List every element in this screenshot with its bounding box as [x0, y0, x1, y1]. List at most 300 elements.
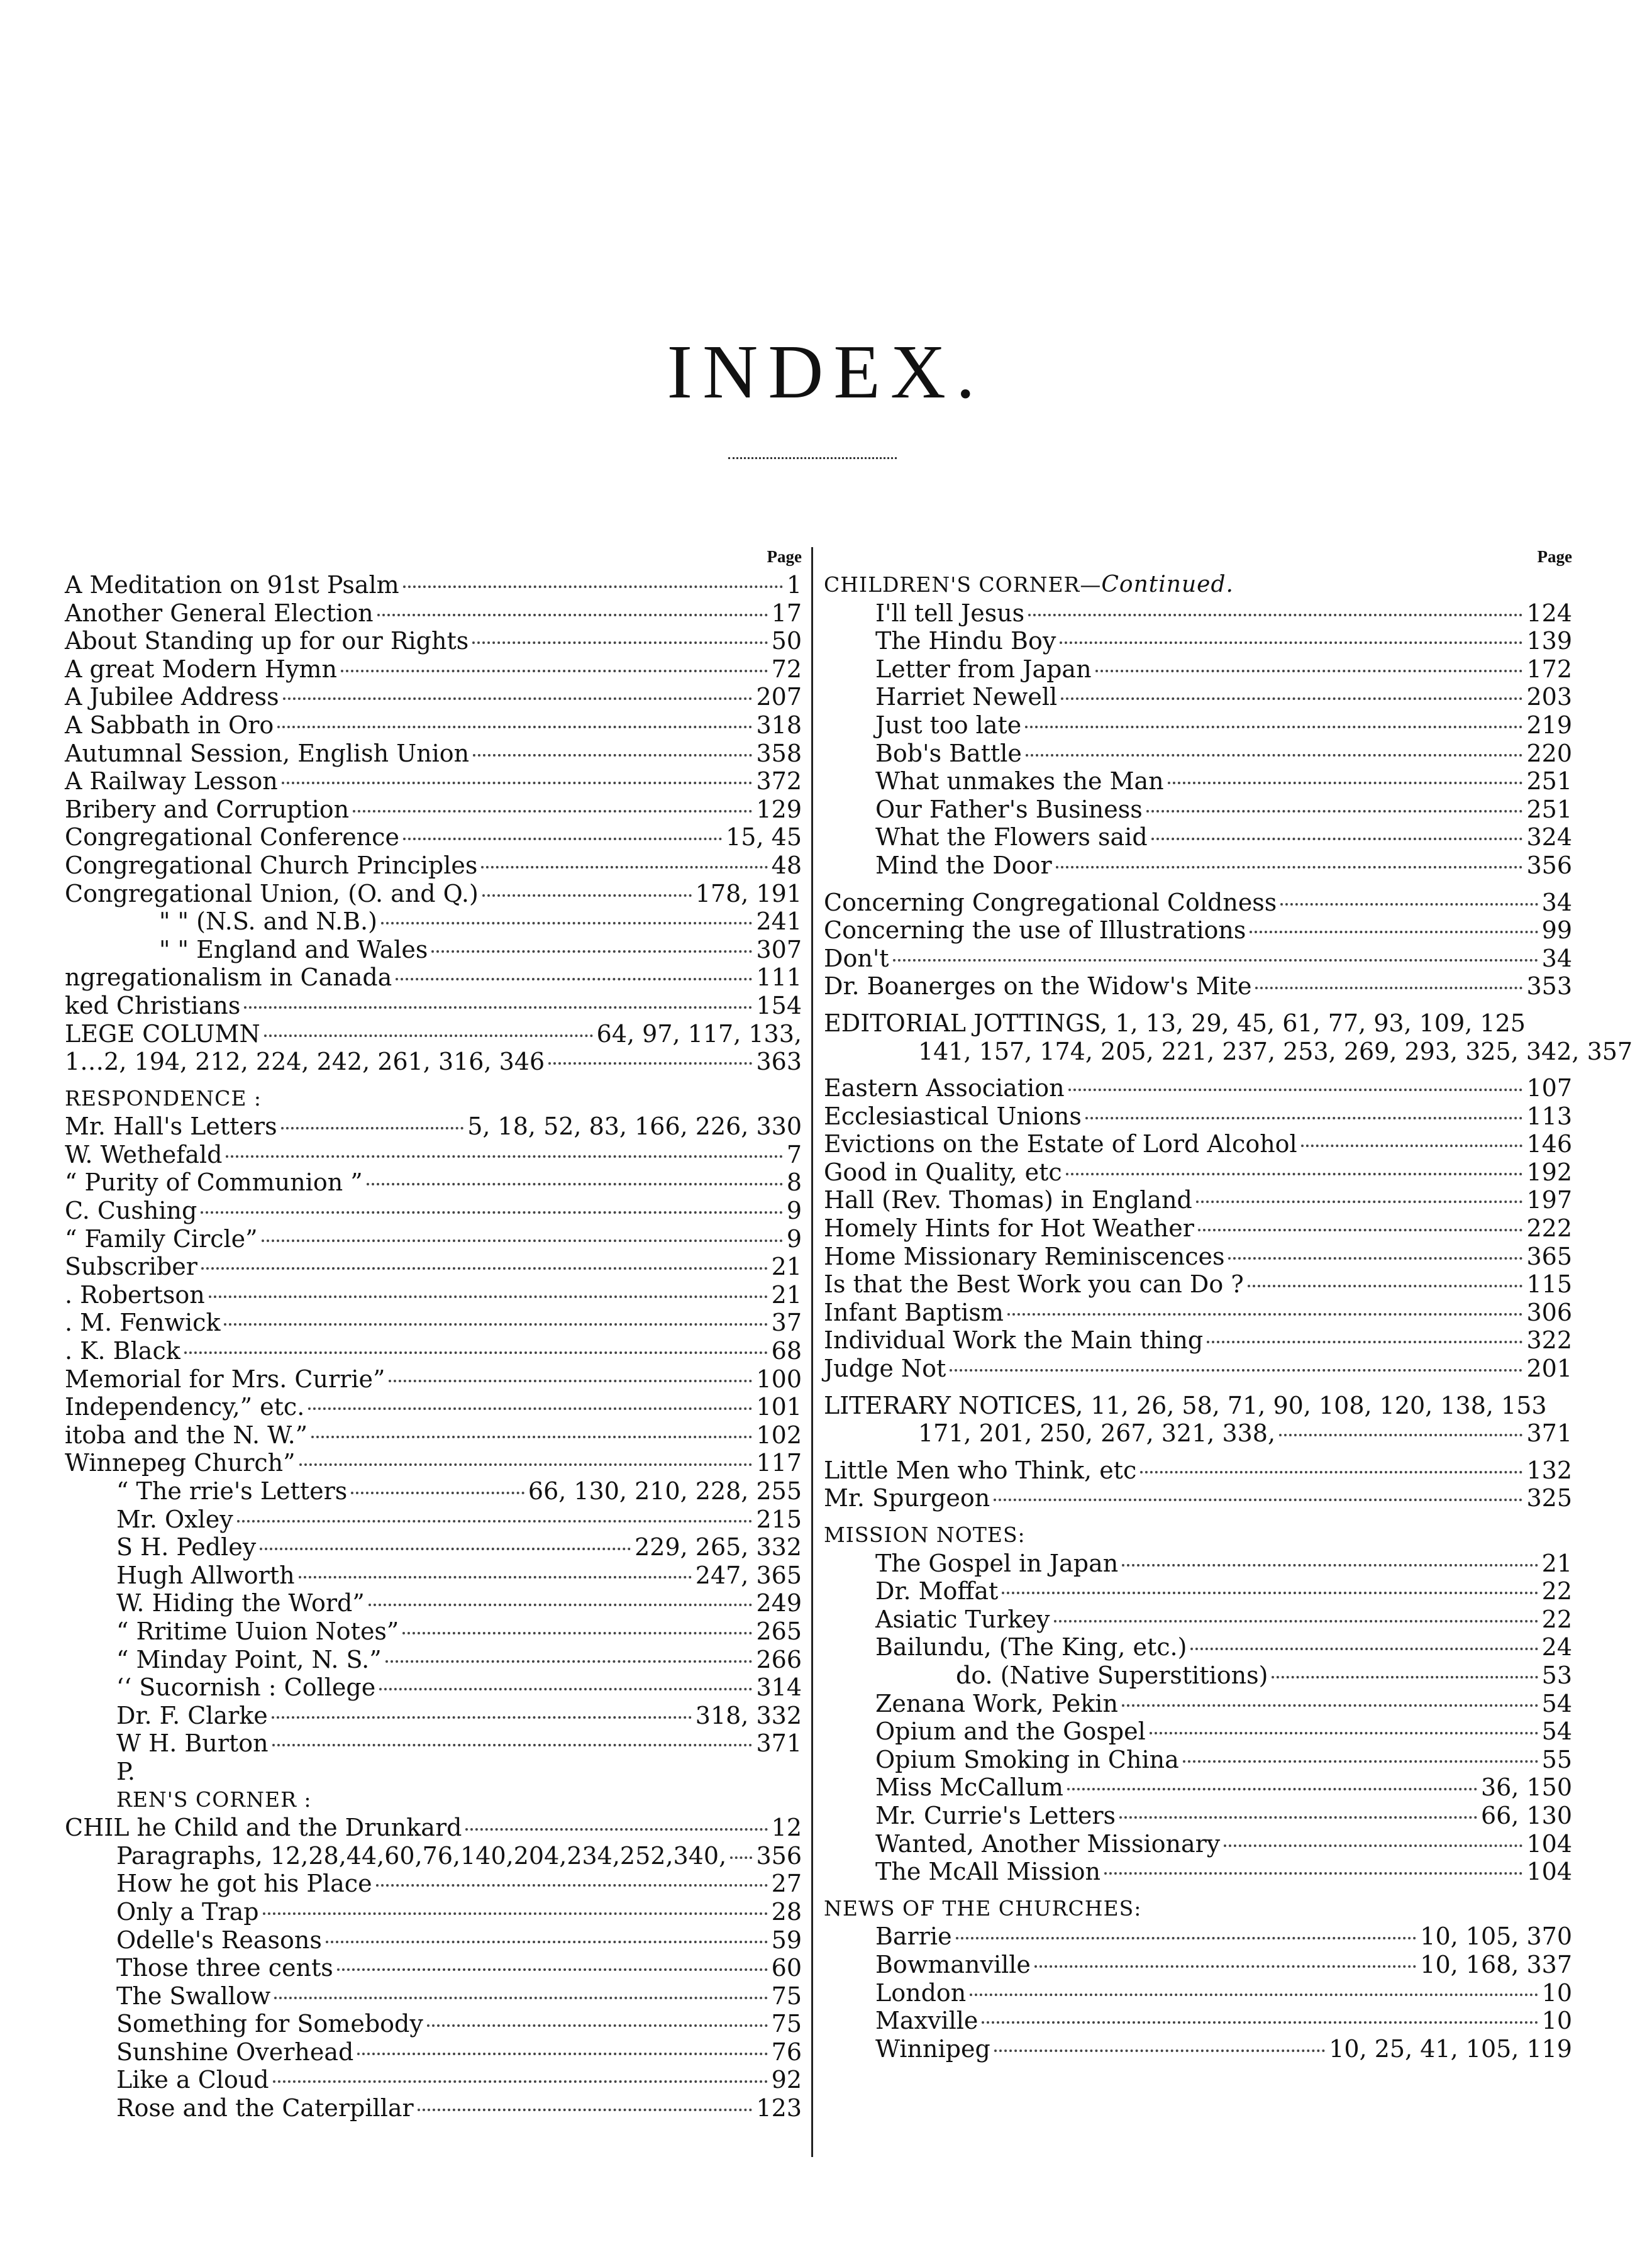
section-gap	[824, 880, 1572, 889]
index-entry	[824, 1802, 1572, 1830]
index-entry	[65, 851, 802, 880]
entry-title: Winnipeg	[875, 2034, 990, 2063]
dot-leader	[1224, 1844, 1522, 1847]
index-section-heading	[65, 1786, 802, 1814]
index-entry	[65, 796, 802, 824]
entry-page-numbers: 104	[1526, 1858, 1572, 1886]
dot-leader	[308, 1407, 752, 1410]
dot-leader	[326, 1941, 768, 1943]
entry-title: Dr. Moffat	[875, 1577, 999, 1606]
index-entry	[65, 1617, 802, 1646]
entry-title: Paragraphs, 12,28,44,60,76,140,204,234,252,340,	[116, 1841, 727, 1870]
dot-leader	[1272, 1676, 1538, 1678]
entry-title: Asiatic Turkey	[875, 1605, 1050, 1633]
entry-page-numbers: 64, 97, 117, 133,	[596, 1019, 802, 1048]
dot-leader	[299, 1576, 692, 1578]
entry-page-numbers: 21	[771, 1280, 802, 1309]
index-entry	[65, 1506, 802, 1534]
entry-title: Home Missionary Reminiscences	[824, 1242, 1225, 1270]
entry-title: Eastern Association	[824, 1074, 1065, 1102]
dot-leader	[357, 2053, 767, 2055]
index-entry	[65, 1673, 802, 1702]
entry-title: Bob's Battle	[875, 739, 1022, 767]
index-entry	[824, 916, 1572, 945]
entry-title: Like a Cloud	[116, 2066, 269, 2094]
index-entry	[65, 1870, 802, 1898]
entry-page-numbers: 28	[771, 1897, 802, 1926]
entry-page-numbers: 219	[1526, 711, 1572, 739]
dot-leader	[482, 894, 692, 897]
index-entry	[824, 972, 1572, 1001]
index-entry	[65, 1225, 802, 1253]
entry-title: Ecclesiastical Unions	[824, 1102, 1082, 1130]
dot-leader	[1168, 782, 1523, 784]
index-entry	[824, 1214, 1572, 1243]
entry-title: Congregational Church Principles	[65, 851, 478, 879]
entry-title: Mr. Currie's Letters	[875, 1801, 1116, 1829]
entry-page-numbers: 129	[756, 795, 802, 823]
entry-page-numbers: 54	[1541, 1717, 1572, 1746]
dot-leader	[1301, 1145, 1523, 1147]
index-entry	[824, 1299, 1572, 1327]
index-entry	[65, 1477, 802, 1506]
index-entry	[824, 1746, 1572, 1774]
entry-title: W. Wethefald	[65, 1140, 223, 1168]
index-entry	[824, 2035, 1572, 2063]
entry-title: Opium Smoking in China	[875, 1745, 1179, 1773]
dot-leader	[351, 1492, 524, 1494]
entry-page-numbers: 24	[1541, 1633, 1572, 1661]
entry-page-numbers: 247, 365	[695, 1561, 802, 1589]
index-entry	[824, 1158, 1572, 1187]
entry-page-numbers: 197	[1526, 1186, 1572, 1214]
index-entry	[65, 907, 802, 936]
dot-leader	[1066, 1173, 1523, 1175]
index-entry	[65, 1393, 802, 1421]
entry-page-numbers: 54	[1541, 1689, 1572, 1717]
index-entry	[824, 1577, 1572, 1606]
index-entry	[824, 1717, 1572, 1746]
entry-page-numbers: 356	[756, 1841, 802, 1870]
continued-label: Continued.	[1101, 572, 1234, 597]
entry-page-numbers: 123	[756, 2094, 802, 2122]
index-entry	[824, 1009, 1572, 1038]
entry-title: I'll tell Jesus	[875, 599, 1025, 627]
index-entry	[824, 1355, 1572, 1383]
entry-title: Judge Not	[824, 1355, 946, 1383]
dot-leader	[1056, 866, 1523, 868]
index-entry	[824, 1633, 1572, 1661]
entry-page-numbers: 8	[786, 1168, 802, 1197]
entry-title: Our Father's Business	[875, 795, 1143, 823]
index-entry	[65, 936, 802, 964]
entry-page-numbers: 17	[771, 599, 802, 627]
entry-page-numbers: 53	[1541, 1661, 1572, 1689]
index-entry	[65, 1197, 802, 1225]
entry-title: Is that the Best Work you can Do ?	[824, 1270, 1244, 1299]
index-entry	[824, 889, 1572, 917]
index-section-heading	[65, 1085, 802, 1113]
dot-leader	[283, 697, 753, 700]
dot-leader	[1034, 1965, 1416, 1968]
entry-title: What unmakes the Man	[875, 767, 1164, 796]
dot-leader	[1026, 754, 1523, 757]
dot-leader	[369, 1604, 753, 1606]
entry-page-numbers: 21	[1541, 1549, 1572, 1577]
index-entry	[824, 599, 1572, 628]
entry-title: Wanted, Another Missionary	[875, 1829, 1221, 1858]
entry-title: Subscriber	[65, 1253, 197, 1281]
dot-leader	[1196, 1201, 1523, 1203]
index-entry	[65, 627, 802, 655]
dot-leader	[418, 2109, 753, 2111]
dot-leader	[1068, 1089, 1523, 1091]
entry-page-numbers: 371	[1526, 1419, 1572, 1448]
index-entry	[65, 1281, 802, 1309]
dot-leader	[1028, 614, 1522, 616]
dot-leader	[396, 978, 752, 980]
entry-title: Congregational Union, (O. and Q.)	[65, 879, 479, 907]
dot-leader	[982, 2021, 1538, 2024]
entry-page-numbers: 372	[756, 767, 802, 796]
entry-page-numbers: 34	[1541, 888, 1572, 916]
entry-page-numbers: 10	[1541, 2007, 1572, 2035]
dot-leader	[403, 585, 783, 588]
entry-page-numbers: 132	[1526, 1456, 1572, 1484]
entry-page-numbers: 50	[771, 627, 802, 655]
entry-title: ked Christians	[65, 991, 241, 1019]
dot-leader	[1104, 1872, 1522, 1875]
index-section-heading	[824, 1521, 1572, 1550]
entry-page-numbers: 325	[1526, 1484, 1572, 1512]
entry-title: Another General Election	[65, 599, 374, 627]
entry-page-numbers: 102	[756, 1421, 802, 1449]
dot-leader	[1255, 987, 1522, 989]
entry-title: ngregationalism in Canada	[65, 963, 392, 992]
entry-title: Concerning Congregational Coldness	[824, 888, 1277, 916]
entry-page-numbers: 99	[1541, 916, 1572, 945]
index-entry	[65, 2010, 802, 2038]
entry-page-numbers: 111	[756, 963, 802, 992]
dot-leader	[994, 1499, 1522, 1501]
index-entry	[824, 1773, 1572, 1802]
page-column-header: Page	[767, 547, 802, 566]
entry-page-numbers: 358	[756, 739, 802, 767]
entry-title: CHIL he Child and the Drunkard	[65, 1814, 462, 1842]
title-ornament-rule	[728, 457, 897, 460]
entry-page-numbers: 34	[1541, 944, 1572, 972]
entry-page-numbers: 249	[756, 1589, 802, 1617]
index-entry	[65, 1309, 802, 1337]
index-entry	[65, 1365, 802, 1394]
index-entry	[824, 851, 1572, 880]
index-list-right	[824, 571, 1633, 2063]
dot-leader	[209, 1295, 768, 1298]
section-gap	[824, 1886, 1572, 1895]
entry-page-numbers: 59	[771, 1926, 802, 1954]
dot-leader	[970, 1994, 1538, 1996]
entry-page-numbers: 55	[1541, 1745, 1572, 1773]
entry-title: Bribery and Corruption	[65, 795, 350, 823]
entry-title: do. (Native Superstitions)	[956, 1661, 1268, 1689]
index-entry	[65, 571, 802, 599]
entry-title: Homely Hints for Hot Weather	[824, 1214, 1194, 1243]
entry-title: Dr. F. Clarke	[116, 1701, 268, 1729]
index-entry	[824, 1484, 1572, 1512]
entry-page-numbers: 10, 168, 337	[1420, 1950, 1572, 1978]
dot-leader	[282, 782, 753, 784]
index-entry	[65, 711, 802, 740]
entry-page-numbers: 9	[786, 1197, 802, 1225]
entry-page-numbers: 107	[1526, 1074, 1572, 1102]
entry-title: Winnepeg Church”	[65, 1449, 296, 1477]
entry-page-numbers: 7	[786, 1140, 802, 1168]
entry-page-numbers: 251	[1526, 767, 1572, 796]
entry-page-numbers: 318	[756, 711, 802, 739]
entry-page-numbers: 76	[771, 2038, 802, 2066]
index-entry	[824, 1456, 1572, 1485]
entry-page-numbers: 266	[756, 1645, 802, 1673]
entry-title: Letter from Japan	[875, 655, 1092, 683]
dot-leader	[1002, 1592, 1538, 1594]
entry-page-numbers: 15, 45	[726, 823, 802, 851]
entry-page-numbers: 363	[756, 1048, 802, 1076]
page-title: INDEX.	[667, 329, 985, 414]
section-gap	[824, 1448, 1572, 1456]
entry-page-numbers: 37	[771, 1309, 802, 1337]
dot-leader	[273, 2080, 768, 2083]
entry-title: Something for Somebody	[116, 2010, 423, 2038]
entry-title: The Swallow	[116, 1982, 271, 2010]
section-gap	[824, 1383, 1572, 1392]
dot-leader	[381, 922, 753, 924]
index-entry	[824, 655, 1572, 684]
entry-page-numbers: 371	[756, 1729, 802, 1758]
entry-title: A great Modern Hymn	[65, 655, 337, 683]
entry-title: Concerning the use of Illustrations	[824, 916, 1246, 945]
entry-title: Don't	[824, 944, 889, 972]
index-entry	[65, 1168, 802, 1197]
dot-leader	[402, 1632, 752, 1634]
dot-leader	[1280, 903, 1538, 906]
index-entry	[65, 1020, 802, 1048]
entry-page-numbers: 201	[1526, 1355, 1572, 1383]
index-entry	[824, 1830, 1572, 1858]
entry-page-numbers: 314	[756, 1673, 802, 1702]
entry-page-numbers: 60	[771, 1954, 802, 1982]
dot-leader	[224, 1323, 767, 1326]
entry-title: “ The rrie's Letters	[116, 1477, 348, 1505]
entry-title: Independency,” etc.	[65, 1393, 305, 1421]
entry-title: . K. Black	[65, 1337, 180, 1365]
dot-leader	[1190, 1648, 1538, 1650]
entry-page-numbers: 9	[786, 1224, 802, 1253]
dot-leader	[379, 1688, 752, 1690]
index-entry	[65, 1954, 802, 1982]
entry-title: Mr. Oxley	[116, 1505, 233, 1533]
dot-leader	[1060, 641, 1522, 644]
dot-leader	[272, 1716, 692, 1719]
dot-leader	[431, 950, 752, 953]
entry-title: Hugh Allworth	[116, 1561, 295, 1589]
entry-title: “ Purity of Communion ”	[65, 1168, 363, 1197]
index-entry	[824, 683, 1572, 711]
entry-page-numbers: 215	[756, 1505, 802, 1533]
entry-title: " " (N.S. and N.B.)	[159, 907, 377, 936]
dot-leader	[1061, 697, 1522, 700]
entry-page-numbers: 66, 130	[1480, 1801, 1572, 1829]
entry-title: LITERARY NOTICES, 11, 26, 58, 71, 90, 108, 120, 138, 153	[824, 1391, 1547, 1419]
dot-leader	[472, 641, 767, 644]
dot-leader	[1067, 1788, 1477, 1790]
index-entry	[824, 1951, 1572, 1979]
entry-title: A Sabbath in Oro	[65, 711, 274, 739]
index-entry	[824, 1326, 1572, 1355]
index-entry	[824, 1392, 1572, 1420]
index-entry	[824, 1419, 1572, 1448]
entry-page-numbers: 220	[1526, 739, 1572, 767]
entry-page-numbers: 100	[756, 1365, 802, 1393]
dot-leader	[337, 1968, 768, 1971]
entry-title: . M. Fenwick	[65, 1309, 221, 1337]
index-entry	[65, 992, 802, 1020]
index-entry	[65, 2038, 802, 2066]
index-entry	[65, 683, 802, 711]
dot-leader	[277, 726, 752, 728]
entry-title: 171, 201, 250, 267, 321, 338,	[918, 1419, 1276, 1448]
index-entry	[65, 1926, 802, 1955]
entry-title: Bowmanville	[875, 1950, 1031, 1978]
dot-leader	[548, 1062, 752, 1065]
dot-leader	[274, 1997, 767, 1999]
index-section-heading	[824, 571, 1572, 599]
entry-page-numbers: 178, 191	[695, 879, 802, 907]
dot-leader	[730, 1856, 752, 1859]
entry-page-numbers: 241	[756, 907, 802, 936]
entry-page-numbers: 92	[771, 2066, 802, 2094]
index-list-left	[65, 571, 802, 2122]
dot-leader	[237, 1520, 753, 1523]
entry-title: A Railway Lesson	[65, 767, 278, 796]
entry-title: " " England and Wales	[159, 935, 428, 963]
entry-title: C. Cushing	[65, 1197, 197, 1225]
index-entry	[65, 1898, 802, 1926]
index-entry	[824, 1606, 1572, 1634]
dot-leader	[367, 1183, 783, 1185]
dot-leader	[1183, 1760, 1538, 1763]
entry-page-numbers: 5, 18, 52, 83, 166, 226, 330	[467, 1112, 802, 1141]
dot-leader	[1119, 1816, 1477, 1819]
entry-title: Only a Trap	[116, 1897, 259, 1926]
entry-page-numbers: 115	[1526, 1270, 1572, 1299]
index-entry	[65, 767, 802, 796]
index-entry	[65, 655, 802, 684]
entry-page-numbers: 154	[756, 991, 802, 1019]
dot-leader	[465, 1828, 767, 1831]
entry-page-numbers: 192	[1526, 1158, 1572, 1186]
dot-leader	[1150, 1732, 1538, 1734]
index-entry	[824, 1243, 1572, 1271]
dot-leader	[311, 1436, 752, 1438]
entry-title: “ Family Circle”	[65, 1224, 258, 1253]
entry-page-numbers: 12	[771, 1814, 802, 1842]
index-entry	[65, 1141, 802, 1169]
entry-title: Dr. Boanerges on the Widow's Mite	[824, 972, 1252, 1001]
entry-title: Individual Work the Main thing	[824, 1326, 1204, 1355]
entry-title: Those three cents	[116, 1954, 333, 1982]
dot-leader	[950, 1369, 1522, 1372]
entry-page-numbers: 72	[771, 655, 802, 683]
entry-title: Mind the Door	[875, 851, 1052, 879]
index-entry	[65, 963, 802, 992]
dot-leader	[1228, 1257, 1522, 1260]
section-gap	[824, 1065, 1572, 1074]
entry-title: Memorial for Mrs. Currie”	[65, 1365, 385, 1393]
entry-page-numbers: 22	[1541, 1605, 1572, 1633]
entry-title: Mr. Hall's Letters	[65, 1112, 277, 1141]
entry-page-numbers: 10, 105, 370	[1420, 1922, 1572, 1951]
index-entry	[824, 1130, 1572, 1158]
entry-title: 1…2, 194, 212, 224, 242, 261, 316, 346	[65, 1048, 545, 1076]
entry-page-numbers: 146	[1526, 1130, 1572, 1158]
dot-leader	[1279, 1434, 1522, 1436]
index-entry	[65, 1337, 802, 1365]
dot-leader	[272, 1744, 753, 1746]
index-entry	[824, 1690, 1572, 1718]
entry-page-numbers: 365	[1526, 1242, 1572, 1270]
entry-page-numbers: 101	[756, 1393, 802, 1421]
index-entry	[824, 1102, 1572, 1131]
dot-leader	[1085, 1117, 1523, 1119]
index-entry	[65, 740, 802, 768]
index-entry	[65, 1421, 802, 1450]
entry-page-numbers: 265	[756, 1617, 802, 1645]
column-divider	[811, 547, 813, 2157]
entry-title: Miss McCallum	[875, 1773, 1063, 1802]
dot-leader	[403, 838, 722, 840]
entry-title: “ Minday Point, N. S.”	[116, 1645, 382, 1673]
entry-title: “ Rritime Uuion Notes”	[116, 1617, 399, 1645]
entry-page-numbers: 207	[756, 683, 802, 711]
dot-leader	[299, 1463, 753, 1466]
index-entry	[824, 796, 1572, 824]
index-entry	[65, 1982, 802, 2011]
dot-leader	[341, 670, 768, 672]
dot-leader	[1207, 1341, 1522, 1343]
entry-title: London	[875, 1978, 967, 2007]
dot-leader	[1151, 838, 1523, 840]
entry-title: S H. Pedley	[116, 1533, 257, 1561]
entry-title: EDITORIAL JOTTINGS, 1, 13, 29, 45, 61, 77, 93, 109, 125	[824, 1009, 1526, 1037]
dot-leader	[1095, 670, 1523, 672]
entry-page-numbers: 172	[1526, 655, 1572, 683]
index-entry	[65, 1702, 802, 1730]
dot-leader	[260, 1548, 631, 1550]
entry-page-numbers: 322	[1526, 1326, 1572, 1355]
entry-title: A Jubilee Address	[65, 683, 279, 711]
section-heading-text: MISSION NOTES:	[824, 1523, 1026, 1547]
entry-page-numbers: 10	[1541, 1978, 1572, 2007]
dot-leader	[1250, 931, 1538, 933]
index-entry	[824, 1858, 1572, 1886]
index-entry	[824, 945, 1572, 973]
entry-title: Evictions on the Estate of Lord Alcohol	[824, 1130, 1297, 1158]
section-heading-text: REN'S CORNER :	[116, 1787, 312, 1812]
index-entry	[65, 1561, 802, 1590]
entry-page-numbers: 222	[1526, 1214, 1572, 1243]
entry-page-numbers: 124	[1526, 599, 1572, 627]
dot-leader	[956, 1937, 1417, 1939]
